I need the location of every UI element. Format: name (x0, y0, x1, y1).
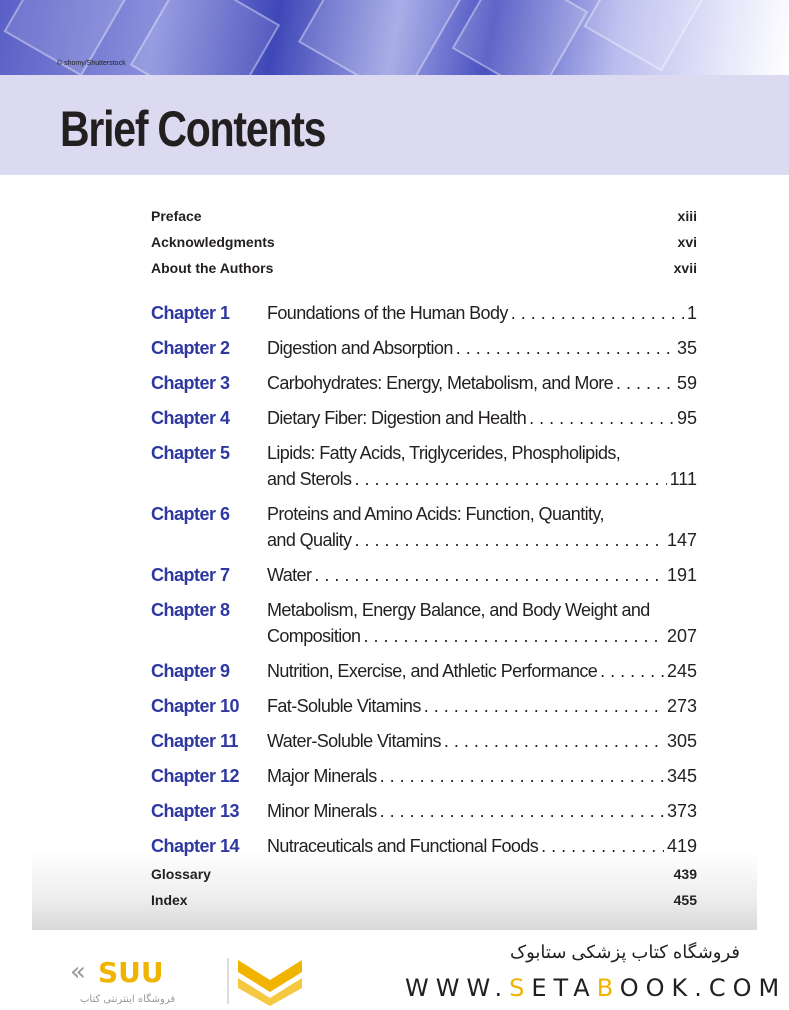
chapter-title-text: Lipids: Fatty Acids, Triglycerides, Phospholipids, (267, 443, 621, 463)
chapter-title-line (267, 370, 697, 396)
chapter-title-line (267, 501, 697, 527)
chapter-page: 35 (676, 338, 697, 358)
chapter-title-text: Dietary Fiber: Digestion and Health (267, 408, 527, 428)
chapter-title-text: Minor Minerals (267, 801, 377, 821)
chapter-title-line (267, 440, 697, 466)
chapter-entry[interactable] (151, 300, 697, 326)
chapter-title-text: Water (267, 565, 312, 585)
chapter-page: 95 (676, 408, 697, 428)
dot-leader (380, 798, 664, 824)
chapter-title-line (267, 335, 697, 361)
chapter-title (267, 763, 697, 789)
chapter-title (267, 833, 697, 859)
chapter-title (267, 335, 697, 361)
photo-credit: © shomy/Shutterstock (57, 60, 126, 67)
chapter-title-line (267, 658, 697, 684)
chapter-title (267, 597, 697, 649)
dot-leader (354, 466, 666, 492)
chapter-page: 147 (666, 530, 697, 550)
front_matter-label: About the Authors (151, 260, 274, 276)
svg-text:SUU: SUU (98, 956, 164, 989)
chapter-title (267, 405, 697, 431)
back_matter-label: Glossary (151, 866, 211, 882)
chapter-title-line (267, 623, 697, 649)
dot-leader (456, 335, 674, 361)
front_matter-entry[interactable] (151, 234, 697, 250)
chapter-title-line (267, 597, 697, 623)
chapter-title-text: and Quality (267, 530, 352, 550)
chapter-title (267, 370, 697, 396)
dot-leader (354, 527, 663, 553)
setabook-logo (70, 952, 310, 1008)
chapter-title-text: Carbohydrates: Energy, Metabolism, and More (267, 373, 614, 393)
back_matter-entry[interactable] (151, 892, 697, 908)
chapter-page: 345 (666, 766, 697, 786)
dot-leader (600, 658, 664, 684)
chapter-title-text: Major Minerals (267, 766, 377, 786)
chapter-title-text: Foundations of the Human Body (267, 303, 508, 323)
chapter-label: Chapter 9 (151, 661, 230, 681)
website-url[interactable]: WWW.SETABOOK.COM (405, 974, 787, 1002)
chapter-title-line (267, 466, 697, 492)
chapter-page: 305 (666, 731, 697, 751)
svg-text:فروشگاه اینترنتی کتاب: فروشگاه اینترنتی کتاب (80, 994, 176, 1005)
dot-leader (529, 405, 674, 431)
chapter-label: Chapter 10 (151, 696, 240, 716)
chapter-label: Chapter 8 (151, 600, 230, 620)
chapter-title (267, 728, 697, 754)
watermark-footer (0, 930, 789, 1010)
chapter-entry[interactable] (151, 597, 697, 649)
chapter-entry[interactable] (151, 728, 697, 754)
front_matter-entry[interactable] (151, 260, 697, 276)
chapter-entry[interactable] (151, 501, 697, 553)
dot-leader (616, 370, 674, 396)
chapter-entry[interactable] (151, 798, 697, 824)
chapter-label: Chapter 2 (151, 338, 230, 358)
page-title: Brief Contents (60, 101, 326, 157)
chapter-title-text: Digestion and Absorption (267, 338, 453, 358)
chapter-title-text: Composition (267, 626, 361, 646)
chapter-title-line (267, 693, 697, 719)
front_matter-page: xvii (673, 260, 697, 276)
chapter-title-line (267, 728, 697, 754)
chapter-title (267, 798, 697, 824)
back_matter-page: 455 (673, 892, 697, 908)
header-banner-image (0, 0, 789, 75)
back_matter-page: 439 (673, 866, 697, 882)
dot-leader (314, 562, 664, 588)
front_matter-label: Preface (151, 208, 202, 224)
front_matter-label: Acknowledgments (151, 234, 275, 250)
chapter-title-text: and Sterols (267, 469, 352, 489)
chapter-title-text: Proteins and Amino Acids: Function, Quantity, (267, 504, 604, 524)
chapter-title (267, 658, 697, 684)
dot-leader (363, 623, 664, 649)
chapter-page: 207 (666, 626, 697, 646)
back_matter-label: Index (151, 892, 188, 908)
chapter-page: 111 (669, 469, 697, 489)
front_matter-page: xiii (677, 208, 697, 224)
front_matter-entry[interactable] (151, 208, 697, 224)
chapter-title-text: Water-Soluble Vitamins (267, 731, 441, 751)
chapter-title-text: Fat-Soluble Vitamins (267, 696, 421, 716)
chapter-title-line (267, 527, 697, 553)
front_matter-page: xvi (677, 234, 697, 250)
chapter-title-line (267, 562, 697, 588)
dot-leader (444, 728, 664, 754)
chapter-page: 373 (666, 801, 697, 821)
chapter-entry[interactable] (151, 335, 697, 361)
footer-shade (32, 850, 757, 930)
chapter-entry[interactable] (151, 440, 697, 492)
chapter-label: Chapter 3 (151, 373, 230, 393)
chapter-entry[interactable] (151, 833, 697, 859)
chapter-label: Chapter 4 (151, 408, 230, 428)
chapter-title-text: Metabolism, Energy Balance, and Body Weight and (267, 600, 650, 620)
chapter-title (267, 562, 697, 588)
persian-tagline: فروشگاه کتاب پزشکی ستابوک (510, 942, 740, 962)
back_matter-entry[interactable] (151, 866, 697, 882)
chapter-label: Chapter 6 (151, 504, 230, 524)
chapter-title (267, 693, 697, 719)
dot-leader (541, 833, 664, 859)
dot-leader (511, 300, 684, 326)
chapter-label: Chapter 13 (151, 801, 240, 821)
chapter-page: 191 (666, 565, 697, 585)
chapter-page: 273 (666, 696, 697, 716)
svg-text:«: « (70, 957, 86, 987)
chapter-page: 1 (686, 303, 697, 323)
chapter-page: 245 (666, 661, 697, 681)
chapter-entry[interactable] (151, 658, 697, 684)
chapter-label: Chapter 1 (151, 303, 230, 323)
chapter-entry[interactable] (151, 763, 697, 789)
chapter-label: Chapter 11 (151, 731, 239, 751)
chapter-page: 419 (666, 836, 697, 856)
chapter-title (267, 501, 697, 553)
chapter-entry[interactable] (151, 693, 697, 719)
chapter-page: 59 (676, 373, 697, 393)
chapter-title-line (267, 833, 697, 859)
chapter-label: Chapter 5 (151, 443, 230, 463)
chapter-entry[interactable] (151, 405, 697, 431)
chapter-title-line (267, 405, 697, 431)
chapter-entry[interactable] (151, 370, 697, 396)
chapter-title-text: Nutrition, Exercise, and Athletic Performance (267, 661, 598, 681)
chapter-label: Chapter 7 (151, 565, 230, 585)
chapter-title-line (267, 798, 697, 824)
chapter-title (267, 300, 697, 326)
chapter-title (267, 440, 697, 492)
dot-leader (424, 693, 664, 719)
dot-leader (380, 763, 664, 789)
chapter-label: Chapter 14 (151, 836, 240, 856)
chapter-entry[interactable] (151, 562, 697, 588)
chapter-title-line (267, 300, 697, 326)
chapter-title-text: Nutraceuticals and Functional Foods (267, 836, 539, 856)
chapter-label: Chapter 12 (151, 766, 240, 786)
chapter-title-line (267, 763, 697, 789)
